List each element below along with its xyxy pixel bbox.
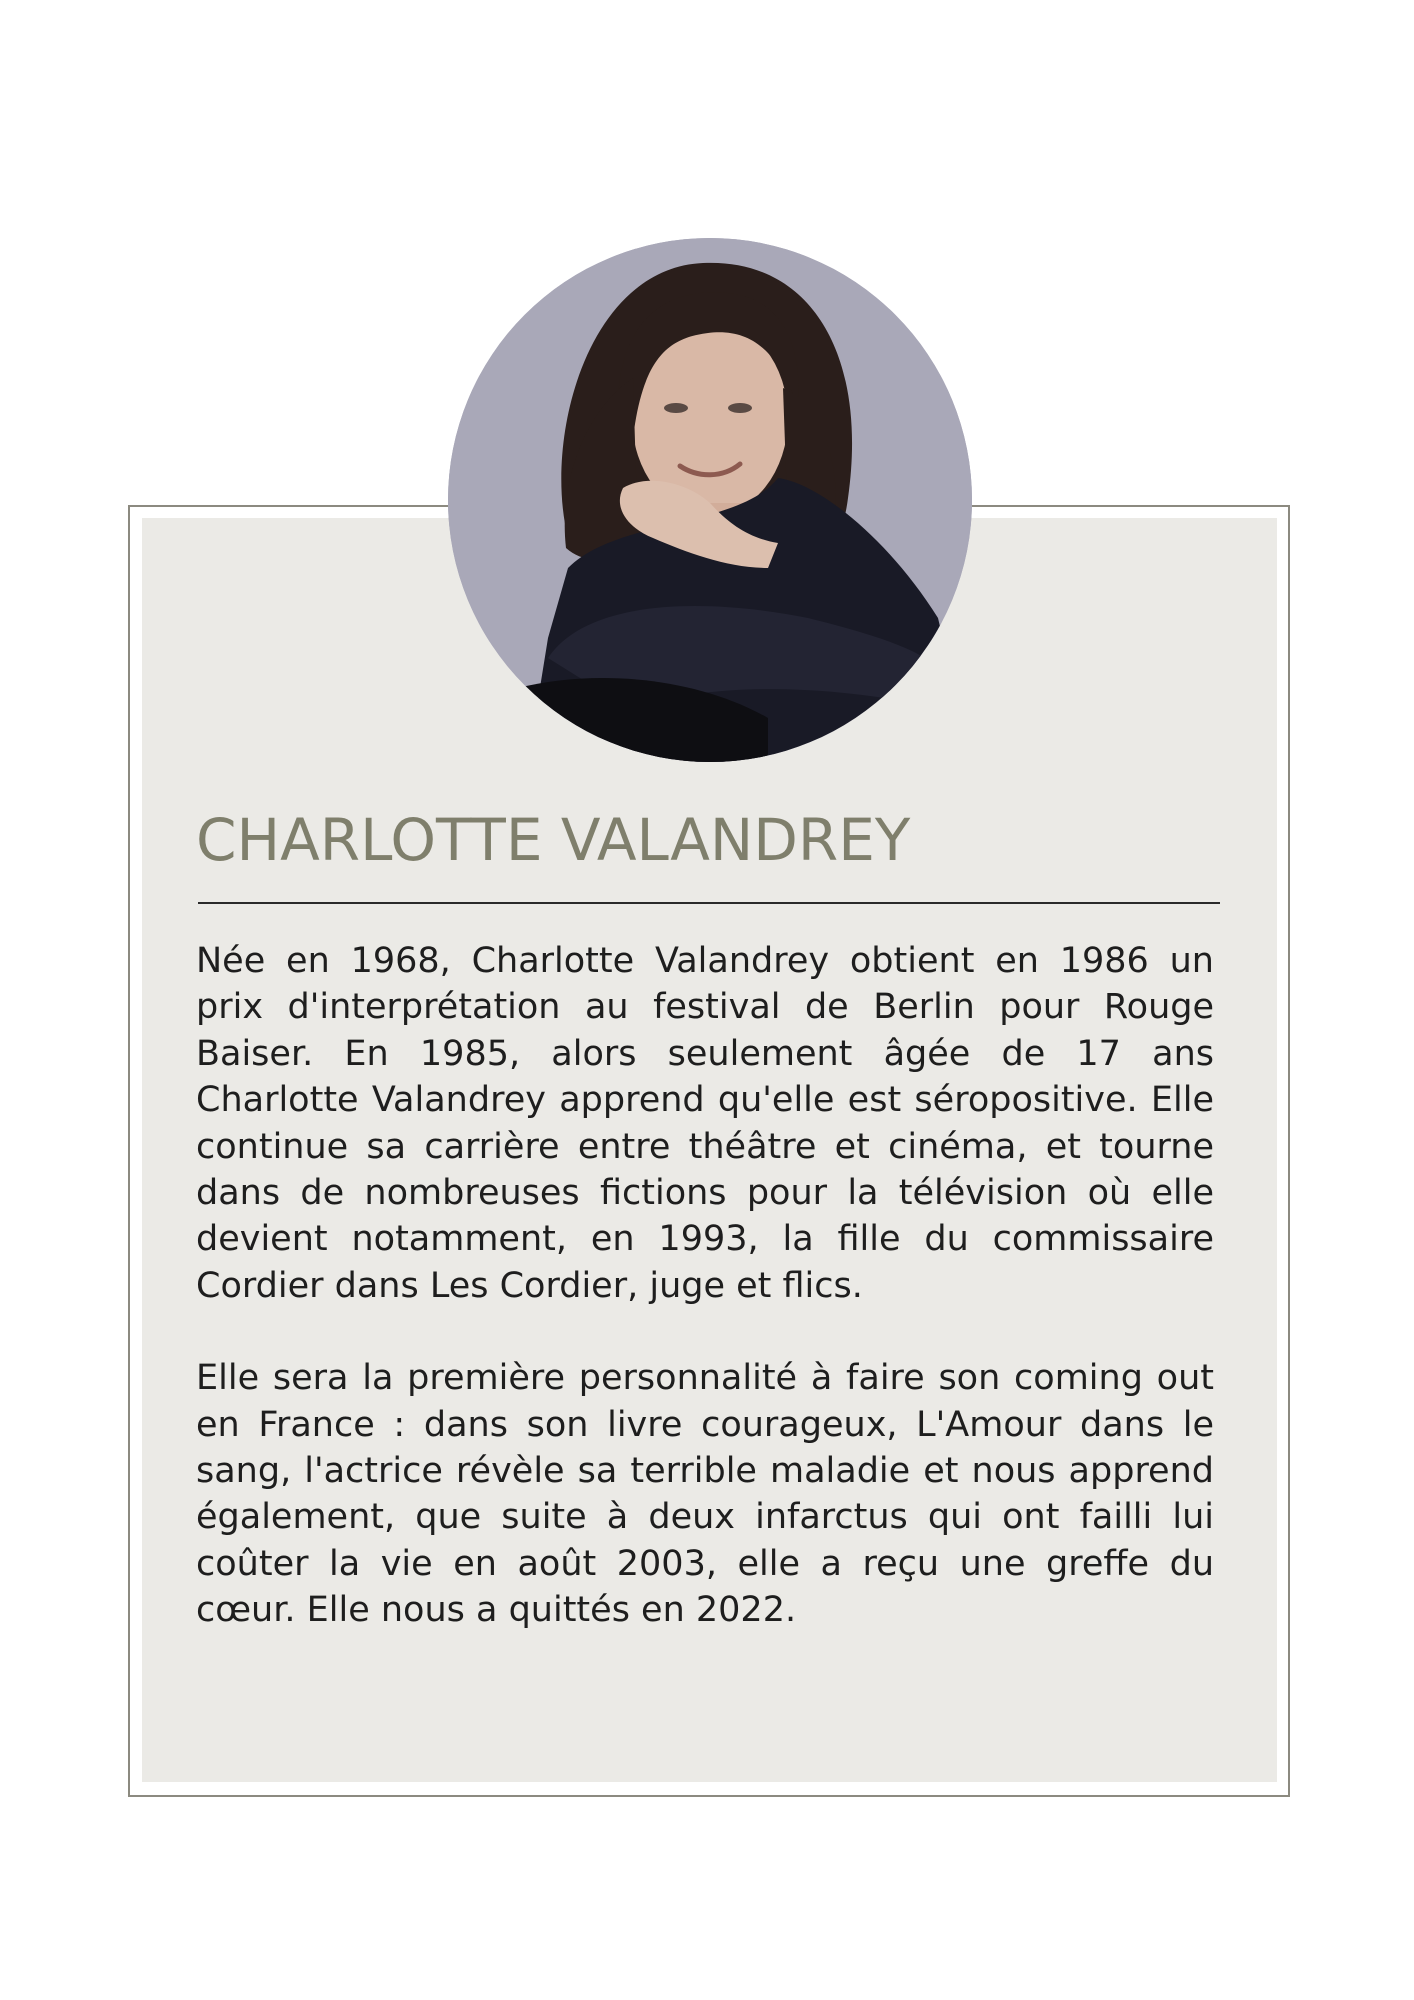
person-name-heading: CHARLOTTE VALANDREY [196, 806, 911, 874]
biography-paragraph-1: Née en 1968, Charlotte Valandrey obtient en 1986 un prix d'interprétation au festival de Berlin pour Rouge Baiser. En 1985, alors seulement âgée de 17 ans Charlotte Valandrey apprend qu'elle est séropositive. Elle continue sa carrière entre théâtre et cinéma, et tourne dans de nombreuses fictions pour la télévision où elle devient notamment, en 1993, la fille du commissaire Cordier dans Les Cordier, juge et flics. [196, 941, 1214, 1306]
biography-text [196, 938, 1214, 1680]
portrait-illustration-icon [448, 238, 972, 762]
biography-paragraph-2: Elle sera la première personnalité à faire son coming out en France : dans son livre courageux, L'Amour dans le sang, l'actrice révèle sa terrible maladie et nous apprend également, que suite à deux infarctus qui ont failli lui coûter la vie en août 2003, elle a reçu une greffe du cœur. Elle nous a quittés en 2022. [196, 1358, 1214, 1631]
heading-divider [198, 902, 1220, 904]
portrait-photo [448, 238, 972, 762]
